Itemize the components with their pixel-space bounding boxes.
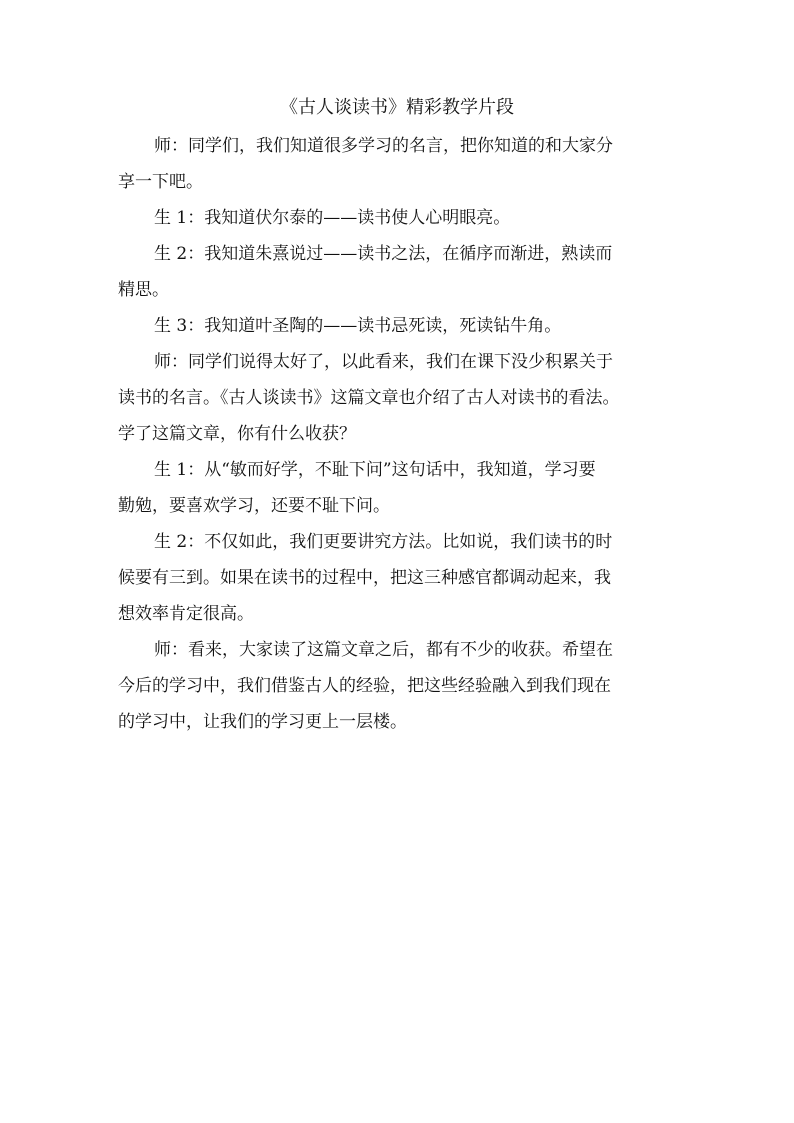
dialogue-line: 生 2：我知道朱熹说过——读书之法，在循序而渐进，熟读而 <box>154 244 613 264</box>
dialogue-line: 精思。 <box>118 280 169 300</box>
dialogue-line: 生 2：不仅如此，我们更要讲究方法。比如说，我们读书的时 <box>154 532 613 552</box>
document-title: 《古人谈读书》精彩教学片段 <box>280 97 514 118</box>
dialogue-line: 生 1：从“敏而好学，不耻下问”这句话中，我知道，学习要 <box>154 460 596 480</box>
dialogue-line: 想效率肯定很高。 <box>118 604 254 624</box>
dialogue-line: 学了这篇文章，你有什么收获？ <box>118 424 356 444</box>
dialogue-line: 读书的名言。《古人谈读书》这篇文章也介绍了古人对读书的看法。 <box>118 388 620 408</box>
dialogue-line: 师：同学们，我们知道很多学习的名言，把你知道的和大家分 <box>154 136 613 156</box>
dialogue-line: 候要有三到。如果在读书的过程中，把这三种感官都调动起来，我 <box>118 568 611 588</box>
dialogue-line: 生 1：我知道伏尔泰的——读书使人心明眼亮。 <box>154 208 511 228</box>
dialogue-line: 的学习中，让我们的学习更上一层楼。 <box>118 712 407 732</box>
dialogue-line: 今后的学习中，我们借鉴古人的经验，把这些经验融入到我们现在 <box>118 676 611 696</box>
dialogue-line: 师：同学们说得太好了，以此看来，我们在课下没少积累关于 <box>154 352 613 372</box>
dialogue-line: 师：看来，大家读了这篇文章之后，都有不少的收获。希望在 <box>154 640 613 660</box>
dialogue-line: 享一下吧。 <box>118 172 203 192</box>
dialogue-line: 生 3：我知道叶圣陶的——读书忌死读，死读钻牛角。 <box>154 316 562 336</box>
dialogue-line: 勤勉，要喜欢学习，还要不耻下问。 <box>118 496 390 516</box>
